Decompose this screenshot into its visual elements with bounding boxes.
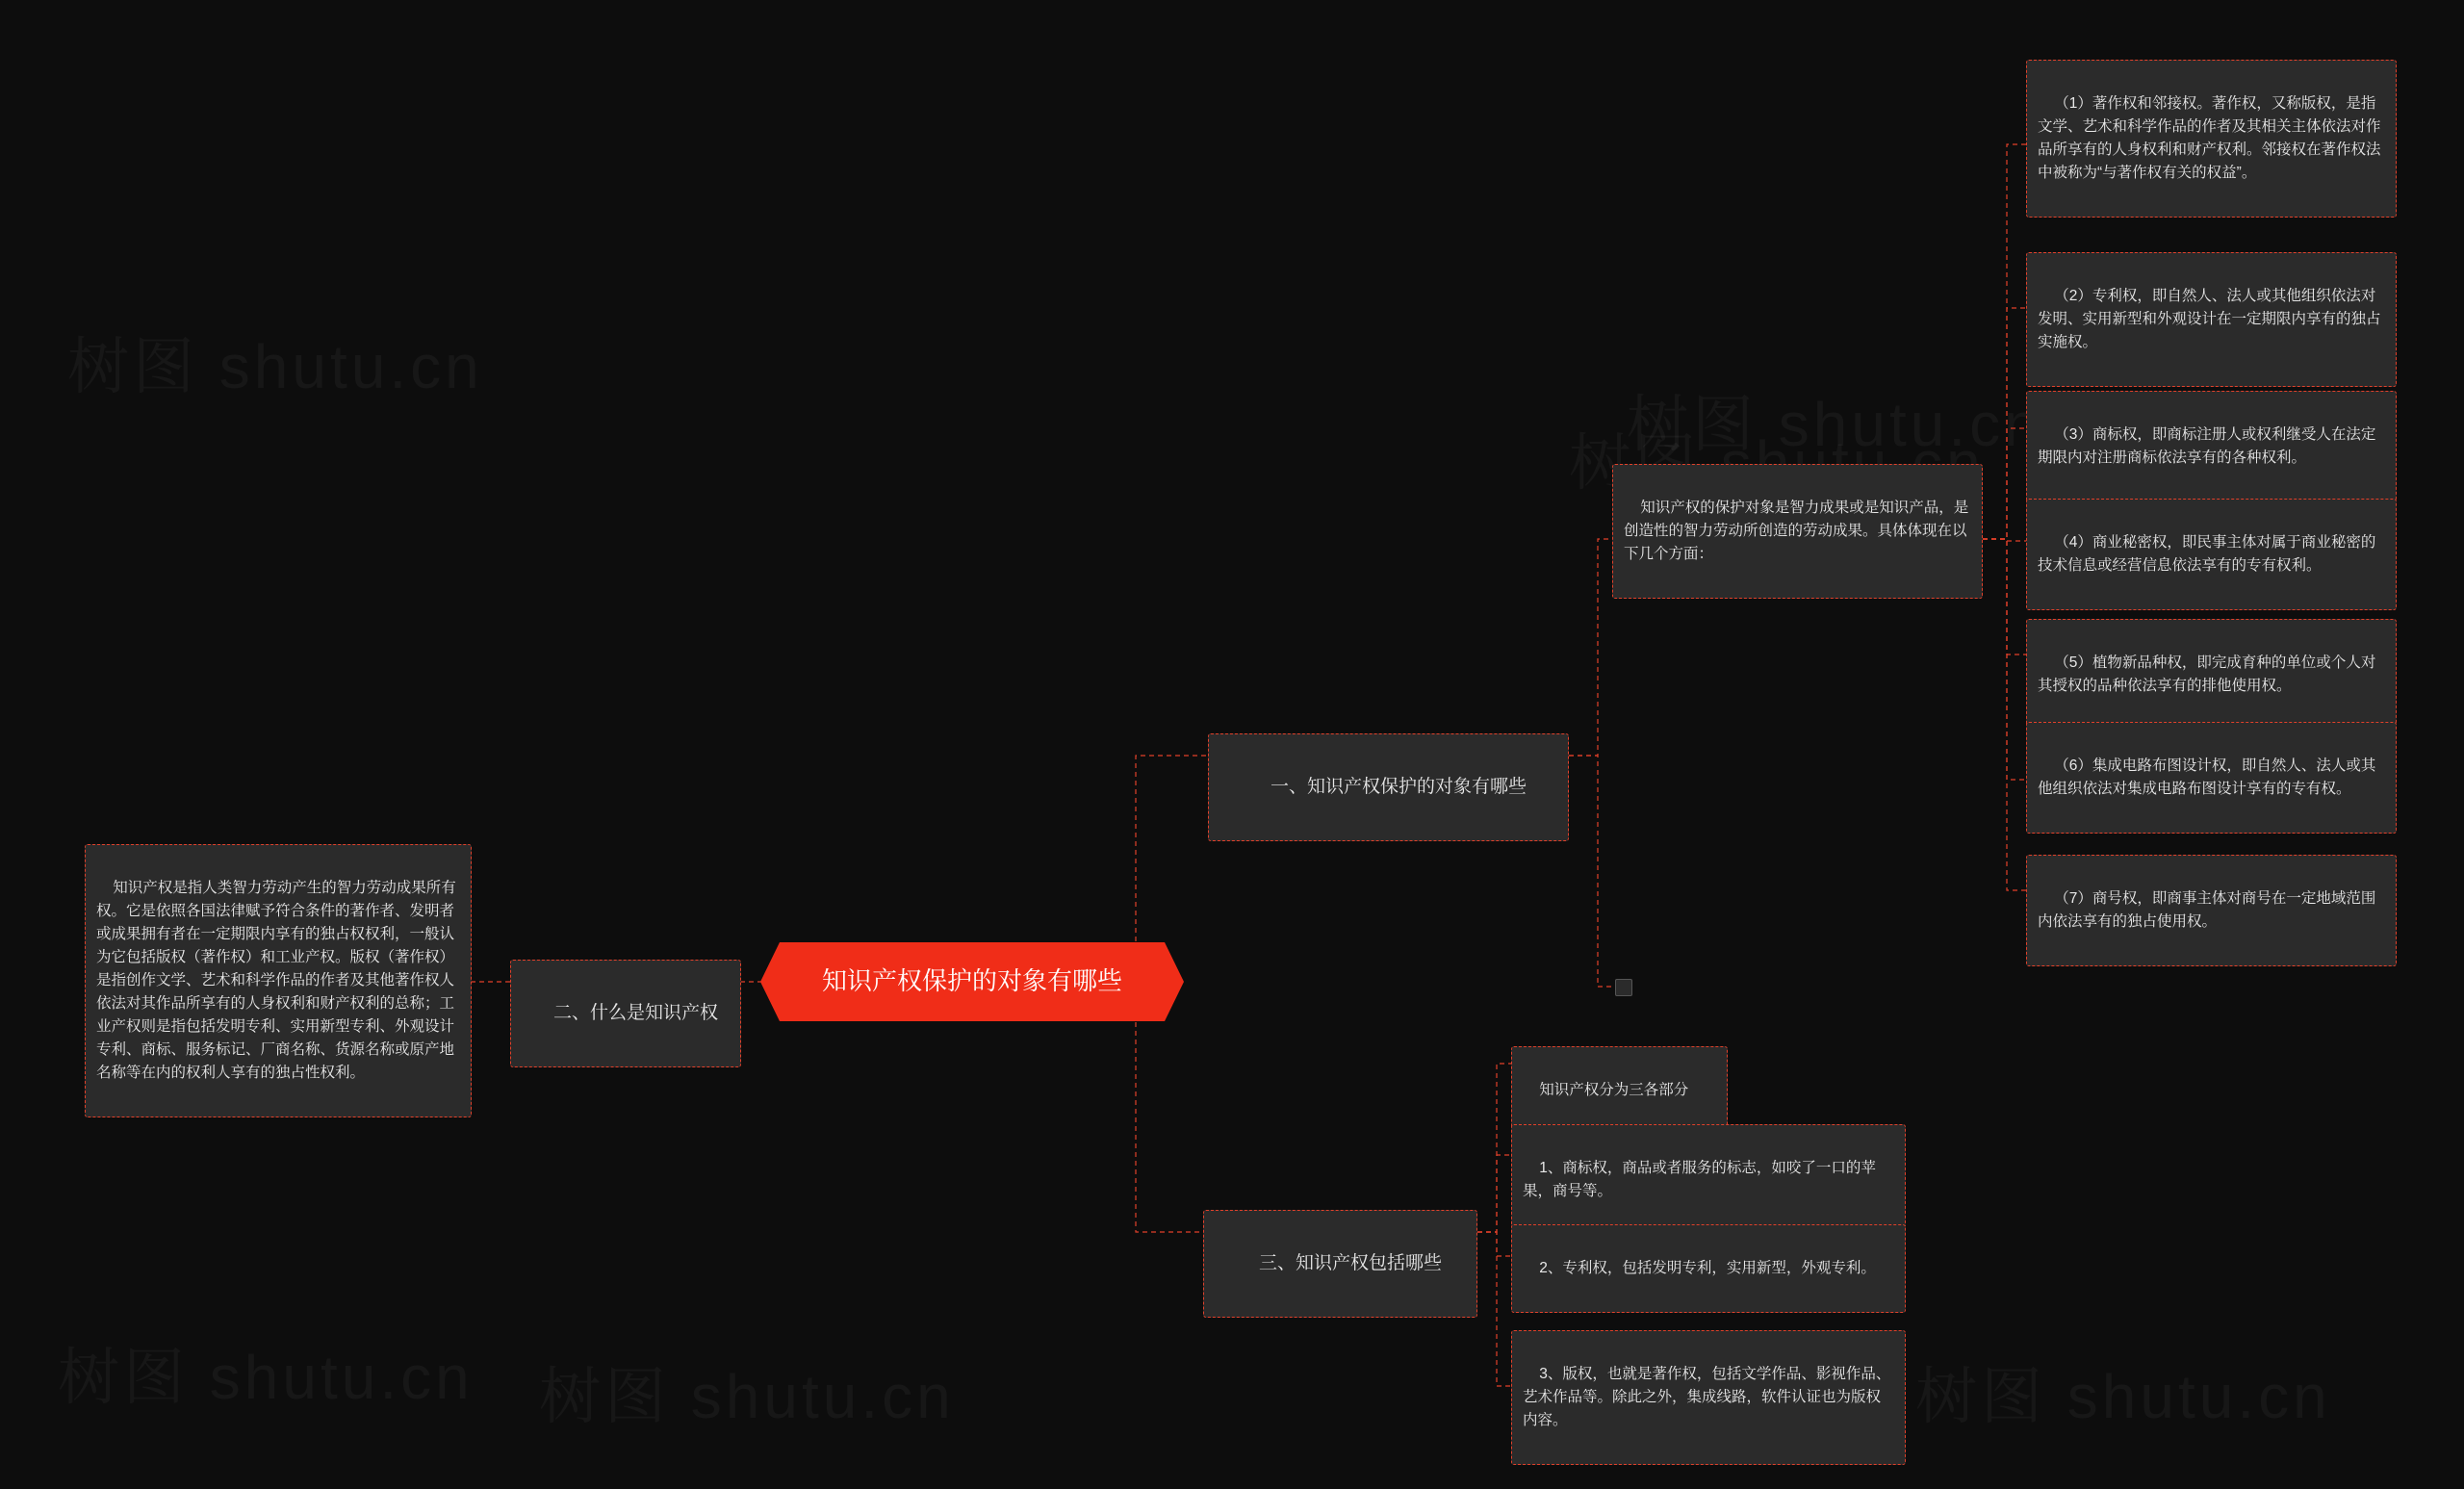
leaf-ip-item-2-text: （2）专利权，即自然人、法人或其他组织依法对发明、实用新型和外观设计在一定期限内享有的独占实施权。 bbox=[2038, 288, 2381, 351]
leaf-ip-item-6-text: （6）集成电路布图设计权，即自然人、法人或其他组织依法对集成电路布图设计享有的专有权。 bbox=[2038, 757, 2376, 798]
leaf-ip-parts-3-text: 3、版权，也就是著作权，包括文学作品、影视作品、艺术作品等。除此之外，集成线路，软件认证也为版权内容。 bbox=[1523, 1366, 1891, 1429]
leaf-ip-item-4-text: （4）商业秘密权，即民事主体对属于商业秘密的技术信息或经营信息依法享有的专有权利。 bbox=[2038, 534, 2376, 575]
leaf-ip-parts-0[interactable] bbox=[1511, 1046, 1728, 1135]
leaf-ip-item-3-text: （3）商标权，即商标注册人或权利继受人在法定期限内对注册商标依法享有的各种权利。 bbox=[2038, 426, 2376, 467]
leaf-ip-item-1[interactable] bbox=[2026, 60, 2397, 218]
watermark bbox=[1627, 375, 2042, 464]
watermark bbox=[1915, 1348, 2331, 1436]
branch-node-3[interactable] bbox=[1203, 1210, 1477, 1318]
leaf-ip-item-1-text: （1）著作权和邻接权。著作权，又称版权，是指文学、艺术和科学作品的作者及其相关主体依法对作品所享有的人身权利和财产权利。邻接权在著作权法中被称为“与著作权有关的权益”。 bbox=[2038, 95, 2381, 182]
leaf-ip-item-5-text: （5）植物新品种权，即完成育种的单位或个人对其授权的品种依法享有的排他使用权。 bbox=[2038, 655, 2376, 695]
leaf-ip-item-6[interactable] bbox=[2026, 722, 2397, 834]
leaf-ip-parts-2-text: 2、专利权，包括发明专利，实用新型，外观专利。 bbox=[1539, 1260, 1876, 1277]
root-node[interactable] bbox=[780, 942, 1165, 1021]
root-node-label: 知识产权保护的对象有哪些 bbox=[821, 966, 1122, 996]
watermark bbox=[67, 318, 483, 406]
leaf-ip-parts-2[interactable] bbox=[1511, 1224, 1906, 1313]
leaf-ip-parts-1-text: 1、商标权，商品或者服务的标志，如咬了一口的苹果，商号等。 bbox=[1523, 1160, 1876, 1200]
leaf-ip-item-2[interactable] bbox=[2026, 252, 2397, 387]
leaf-ip-item-3[interactable] bbox=[2026, 391, 2397, 502]
branch-node-2[interactable] bbox=[510, 960, 741, 1067]
leaf-what-is-ip-text: 知识产权是指人类智力劳动产生的智力劳动成果所有权。它是依照各国法律赋予符合条件的著作者、发明者或成果拥有者在一定期限内享有的独占权权利，一般认为它包括版权（著作权）和工业产权。版权（著作权）是指创作文学、艺术和科学作品的作者及其他著作权人依法对其作品所享有的人身权利和财产权利的总称；工业产权则是指包括发明专利、实用新型专利、外观设计专利、商标、服务标记、厂商名称、货源名称或原产地名称等在内的权利人享有的独占性权利。 bbox=[96, 880, 456, 1082]
branch-node-3-label: 三、知识产权包括哪些 bbox=[1259, 1253, 1443, 1274]
leaf-protection-intro[interactable] bbox=[1612, 464, 1983, 599]
branch-node-1-label: 一、知识产权保护的对象有哪些 bbox=[1270, 777, 1527, 798]
leaf-ip-parts-3[interactable] bbox=[1511, 1330, 1906, 1465]
leaf-ip-parts-0-text: 知识产权分为三各部分 bbox=[1539, 1082, 1689, 1099]
leaf-ip-item-5[interactable] bbox=[2026, 619, 2397, 731]
leaf-what-is-ip[interactable] bbox=[85, 844, 472, 1117]
leaf-ip-parts-1[interactable] bbox=[1511, 1124, 1906, 1236]
leaf-ip-item-7[interactable] bbox=[2026, 855, 2397, 966]
leaf-protection-intro-text: 知识产权的保护对象是智力成果或是知识产品，是创造性的智力劳动所创造的劳动成果。具体体现在以下几个方面： bbox=[1624, 500, 1969, 563]
collapsed-node-dot[interactable] bbox=[1615, 979, 1632, 996]
leaf-ip-item-4[interactable] bbox=[2026, 499, 2397, 610]
watermark bbox=[539, 1348, 955, 1436]
branch-node-1[interactable] bbox=[1208, 733, 1569, 841]
branch-node-2-label: 二、什么是知识产权 bbox=[553, 1003, 719, 1024]
leaf-ip-item-7-text: （7）商号权，即商事主体对商号在一定地域范围内依法享有的独占使用权。 bbox=[2038, 890, 2376, 931]
watermark bbox=[58, 1328, 474, 1417]
